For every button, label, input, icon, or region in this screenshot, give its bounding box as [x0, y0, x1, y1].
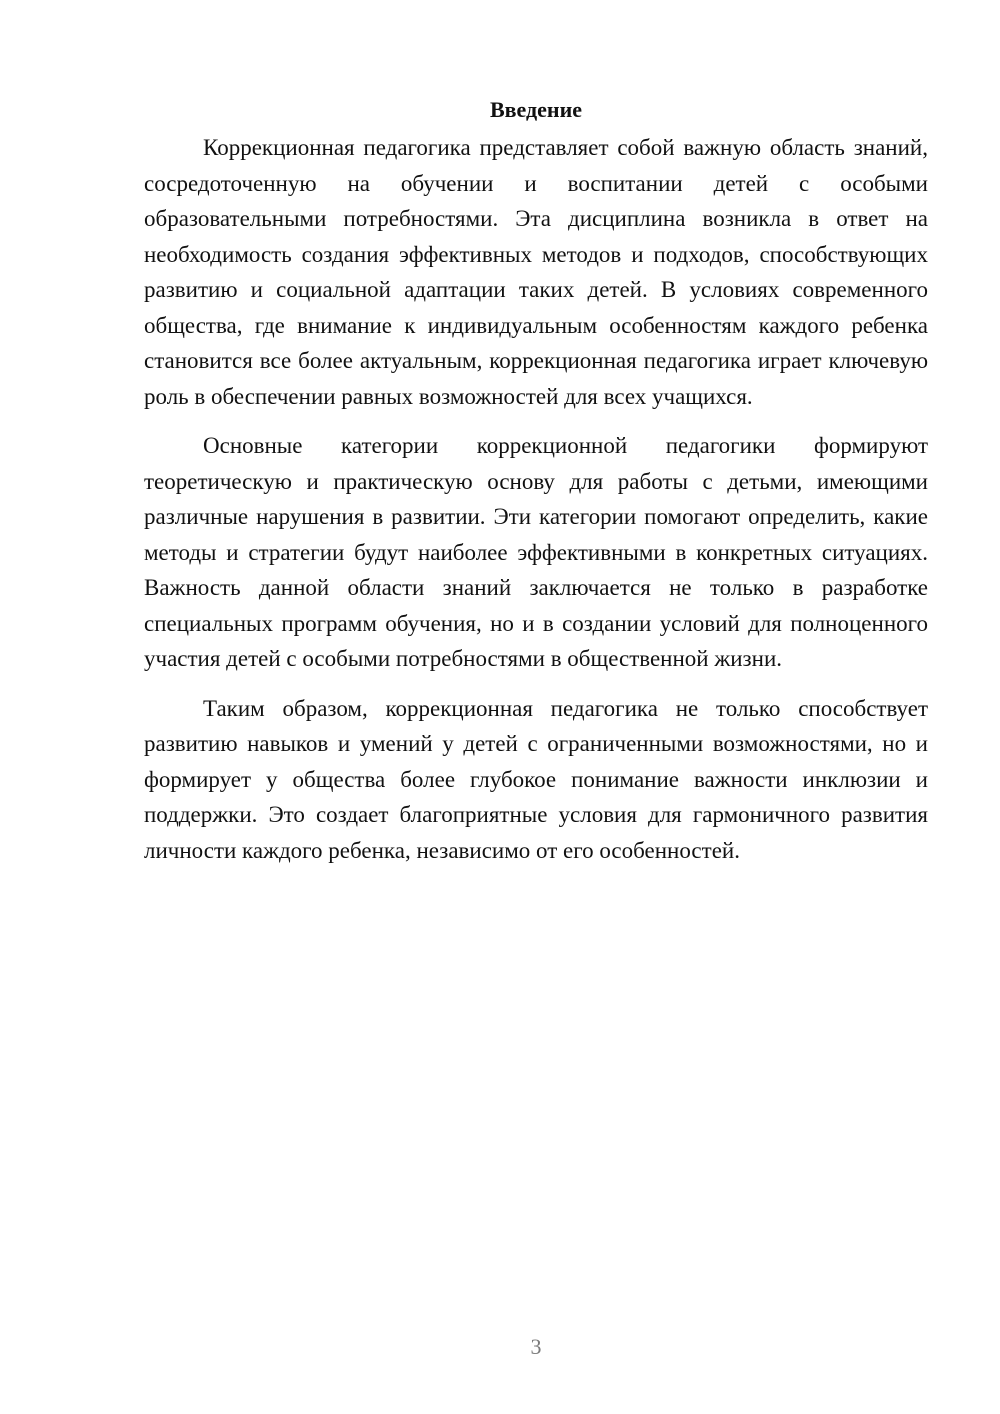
- section-title: Введение: [489, 97, 583, 122]
- paragraph-1: Коррекционная педагогика представляет собой важную область знаний, сосредоточенную на обучении и воспитании детей с особыми образовательными потребностями. Эта дисциплина возникла в ответ на необходимость создания эффективных методов и подходов, способствующих развитию и социальной адаптации таких детей. В условиях современного общества, где внимание к индивидуальным особенностям каждого ребенка становится все более актуальным, коррекционная педагогика играет ключевую роль в обеспечении равных возможностей для всех учащихся.: [144, 135, 928, 409]
- page-content: [144, 92, 928, 882]
- paragraph-2: Основные категории коррекционной педагогики формируют теоретическую и практическую основу для работы с детьми, имеющими различные нарушения в развитии. Эти категории помогают определить, какие методы и стратегии будут наиболее эффективными в конкретных ситуациях. Важность данной области знаний заключается не только в разработке специальных программ обучения, но и в создании условий для полноценного участия детей с особыми потребностями в общественной жизни.: [144, 433, 928, 671]
- paragraph-3: Таким образом, коррекционная педагогика не только способствует развитию навыков и умений у детей с ограниченными возможностями, но и формирует у общества более глубокое понимание важности инклюзии и поддержки. Это создает благоприятные условия для гармоничного развития личности каждого ребенка, независимо от его особенностей.: [144, 695, 928, 863]
- page-number: 3: [530, 1334, 542, 1359]
